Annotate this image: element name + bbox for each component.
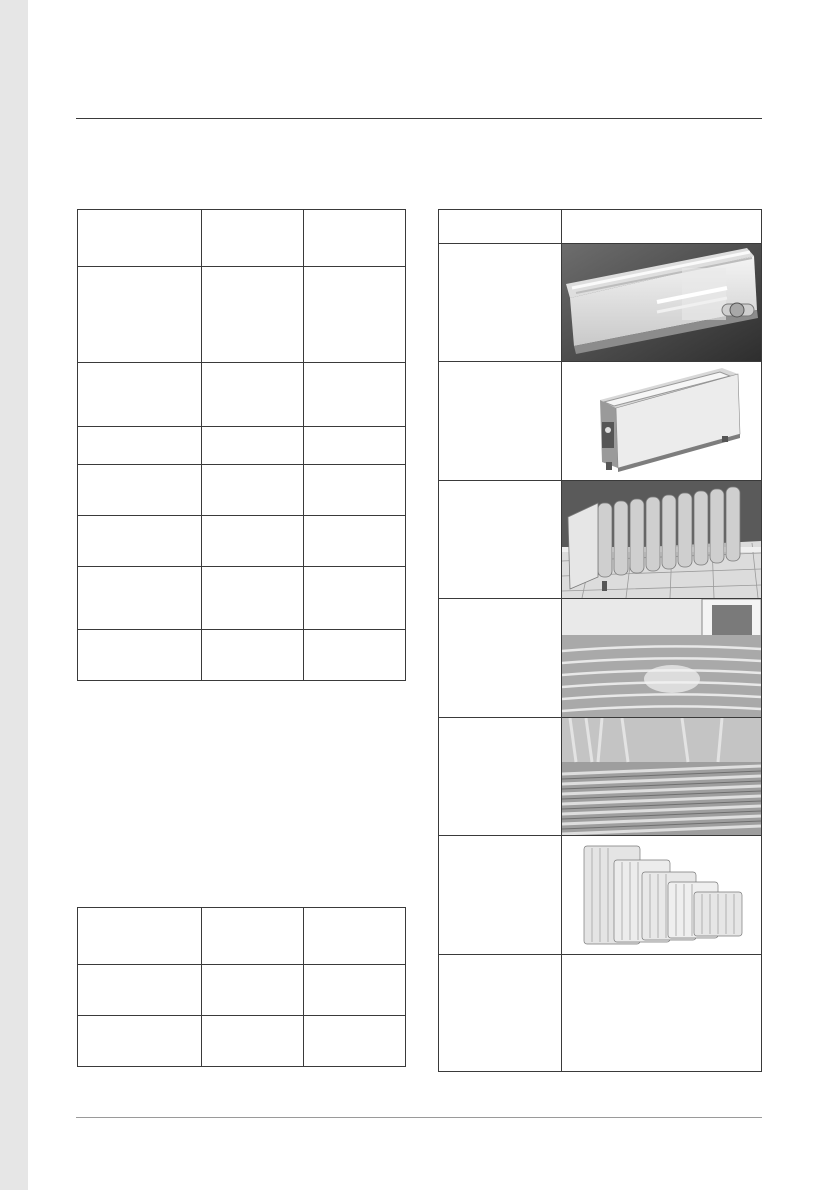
table-cell [439, 362, 562, 481]
header-cell [78, 908, 202, 965]
table-cell [439, 244, 562, 362]
table-cell [78, 630, 202, 681]
photo-cell [562, 481, 762, 599]
floor-standing-convector-photo [562, 362, 761, 480]
table-cell [562, 955, 762, 1072]
table-cell [439, 481, 562, 599]
header-cell [78, 210, 202, 267]
cast-iron-radiator-photo [562, 481, 761, 598]
table-cell [304, 567, 406, 630]
table-cell [78, 465, 202, 516]
table-cell [304, 965, 406, 1016]
table-row [78, 363, 406, 427]
footer-rule [76, 1117, 762, 1118]
table-header-row [78, 908, 406, 965]
table-row [439, 481, 762, 599]
table-cell [202, 465, 304, 516]
table-row [439, 244, 762, 362]
photo-cell [562, 599, 762, 718]
underfloor-heating-pipes-photo [562, 599, 761, 717]
table-row [439, 599, 762, 718]
table-cell [304, 465, 406, 516]
table-cell [202, 567, 304, 630]
table-header-row [78, 210, 406, 267]
table-row [439, 955, 762, 1072]
table-cell [202, 630, 304, 681]
header-rule [76, 118, 762, 119]
table-cell [304, 267, 406, 363]
header-cell [202, 210, 304, 267]
table-cell [439, 718, 562, 836]
table-cell [304, 1016, 406, 1067]
side-strip [0, 0, 28, 1190]
left-lower-table [77, 907, 406, 1067]
table-cell [304, 363, 406, 427]
table-cell [202, 267, 304, 363]
header-cell [304, 908, 406, 965]
table-row [78, 630, 406, 681]
photo-cell [562, 718, 762, 836]
table-cell [78, 516, 202, 567]
table-row [78, 567, 406, 630]
table-row [78, 516, 406, 567]
table-row [78, 965, 406, 1016]
table-cell [304, 516, 406, 567]
table-cell [78, 567, 202, 630]
table-row [439, 836, 762, 955]
table-cell [202, 965, 304, 1016]
table-cell [78, 363, 202, 427]
table-cell [78, 267, 202, 363]
table-cell [304, 630, 406, 681]
photo-cell [562, 836, 762, 955]
table-row [78, 267, 406, 363]
underfloor-pipe-installation-photo [562, 718, 761, 835]
table-cell [78, 965, 202, 1016]
table-cell [304, 427, 406, 465]
heating-types-table [438, 209, 762, 1072]
baseboard-convector-photo [562, 244, 761, 361]
header-cell [304, 210, 406, 267]
table-row [78, 1016, 406, 1067]
left-upper-table [77, 209, 406, 681]
photo-cell [562, 362, 762, 481]
table-header-row [439, 210, 762, 244]
table-cell [202, 516, 304, 567]
table-cell [202, 363, 304, 427]
table-row [78, 465, 406, 516]
table-cell [439, 836, 562, 955]
table-cell [439, 599, 562, 718]
header-cell [202, 908, 304, 965]
table-cell [78, 427, 202, 465]
header-cell [562, 210, 762, 244]
table-cell [202, 427, 304, 465]
sectional-aluminium-radiators-photo [562, 836, 761, 954]
table-row [78, 427, 406, 465]
table-cell [78, 1016, 202, 1067]
table-row [439, 362, 762, 481]
table-cell [439, 955, 562, 1072]
table-cell [202, 1016, 304, 1067]
photo-cell [562, 244, 762, 362]
header-cell [439, 210, 562, 244]
table-row [439, 718, 762, 836]
